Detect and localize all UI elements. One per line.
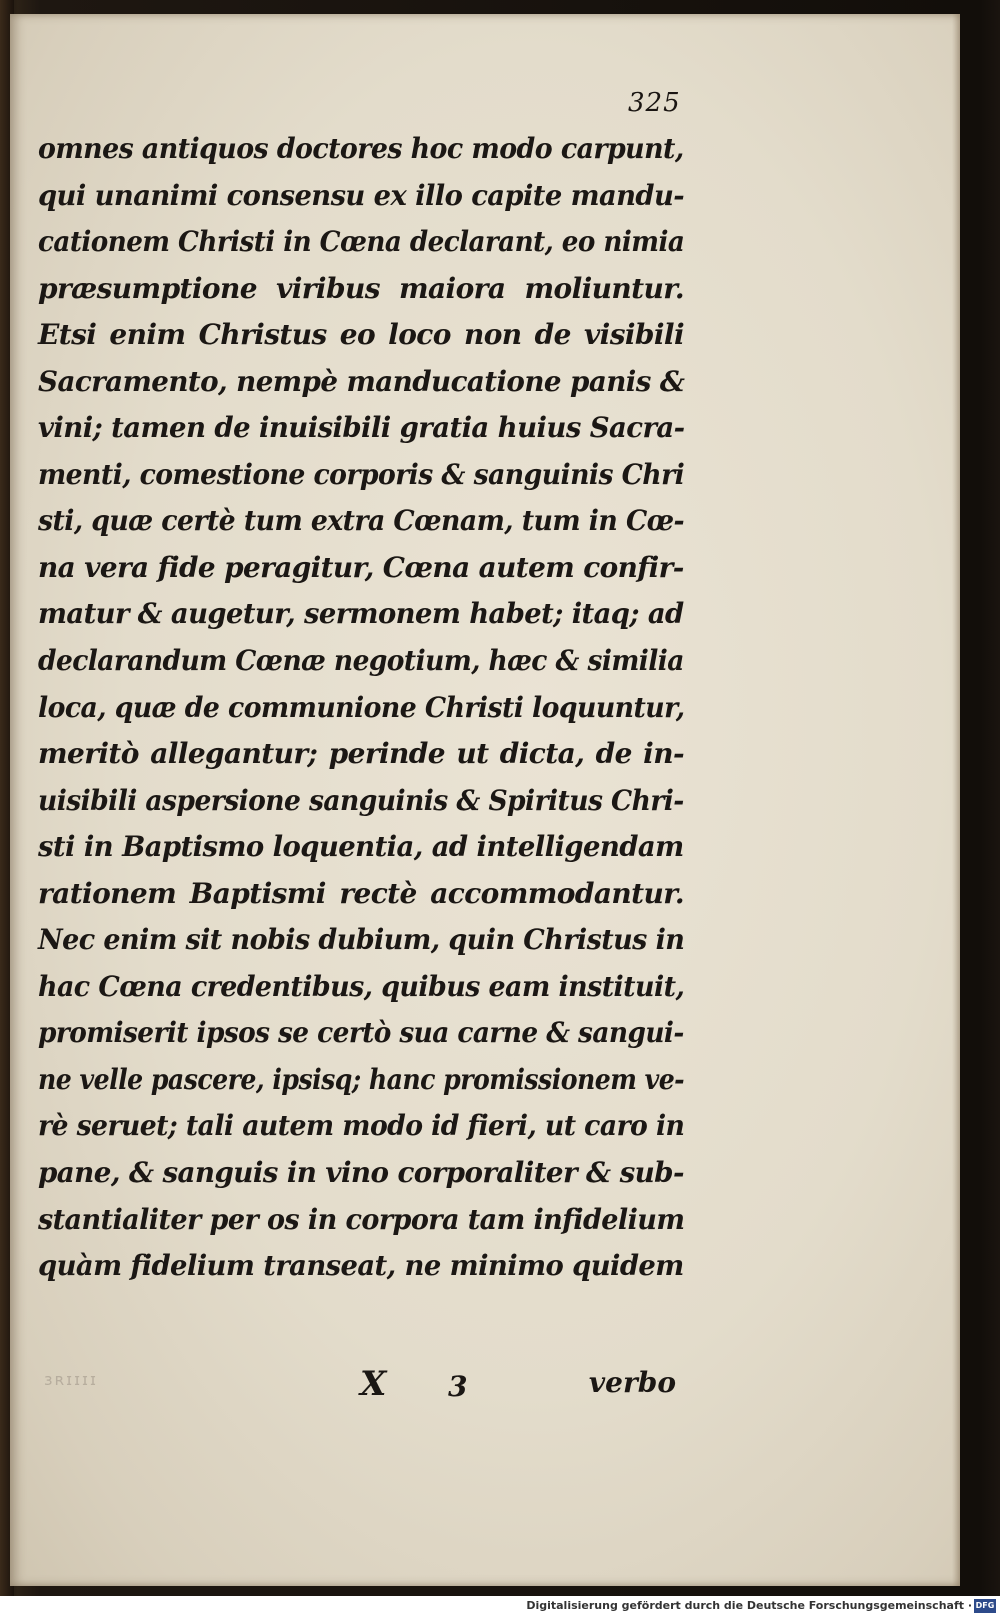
footer-bar	[0, 1596, 1000, 1616]
text-line: cationem Christi in Cœna declarant, eo nimia	[38, 225, 685, 259]
text-line: matur & augetur, sermonem habet; itaq; ad	[38, 597, 684, 631]
text-line: quàm fidelium transeat, ne minimo quidem	[38, 1249, 684, 1283]
text-line: pane, & sanguis in vino corporaliter & sub-	[38, 1156, 684, 1190]
signature-number: 3	[448, 1370, 468, 1403]
text-line: omnes antiquos doctores hoc modo carpunt,	[38, 132, 684, 165]
footer-credit: Digitalisierung gefördert durch die Deutsche Forschungsgemeinschaft ·	[526, 1599, 972, 1612]
text-line: rè seruet; tali autem modo id fieri, ut caro in	[38, 1109, 685, 1143]
text-line: loca, quæ de communione Christi loquuntur,	[38, 690, 685, 724]
text-line: ne velle pascere, ipsisq; hanc promissionem ve-	[38, 1062, 685, 1096]
catchline	[38, 1364, 684, 1404]
text-line: hac Cœna credentibus, quibus eam instituit,	[38, 969, 685, 1003]
text-line: promiserit ipsos se certò sua carne & sangui-	[38, 1016, 684, 1050]
text-line: sti in Baptismo loquentia, ad intelligendam	[38, 830, 684, 864]
text-line: declarandum Cœnæ negotium, hæc & similia	[38, 644, 684, 678]
text-line: uisibili aspersione sanguinis & Spiritus Chri-	[38, 783, 684, 817]
text-line: rationem Baptismi rectè accommodantur.	[38, 876, 684, 910]
text-line: vini; tamen de inuisibili gratia huius Sacra-	[38, 411, 685, 445]
text-line: na vera fide peragitur, Cœna autem confir-	[38, 550, 684, 584]
text-line: Etsi enim Christus eo loco non de visibili	[38, 318, 684, 352]
page-number: 325	[628, 88, 681, 118]
text-line: menti, comestione corporis & sanguinis Chri	[38, 457, 685, 491]
signature-mark: X	[360, 1364, 387, 1404]
dfg-logo-icon: DFG	[974, 1599, 996, 1613]
catchword: verbo	[588, 1366, 676, 1399]
text-line: præsumptione viribus maiora moliuntur.	[38, 271, 684, 305]
body-text	[38, 126, 684, 1290]
page-edge	[952, 14, 960, 1586]
text-line: stantialiter per os in corpora tam infidelium	[38, 1202, 685, 1236]
text-line: sti, quæ certè tum extra Cœnam, tum in Cœ-	[38, 504, 685, 538]
text-line: meritò allegantur; perinde ut dicta, de in-	[38, 737, 684, 771]
text-line: qui unanimi consensu ex illo capite mandu-	[38, 178, 685, 212]
faint-stamp: ɜʀɪɪɪɪ	[44, 1370, 98, 1389]
text-line: Sacramento, nempè manducatione panis &	[38, 364, 685, 398]
text-line: Nec enim sit nobis dubium, quin Christus in	[38, 923, 685, 957]
